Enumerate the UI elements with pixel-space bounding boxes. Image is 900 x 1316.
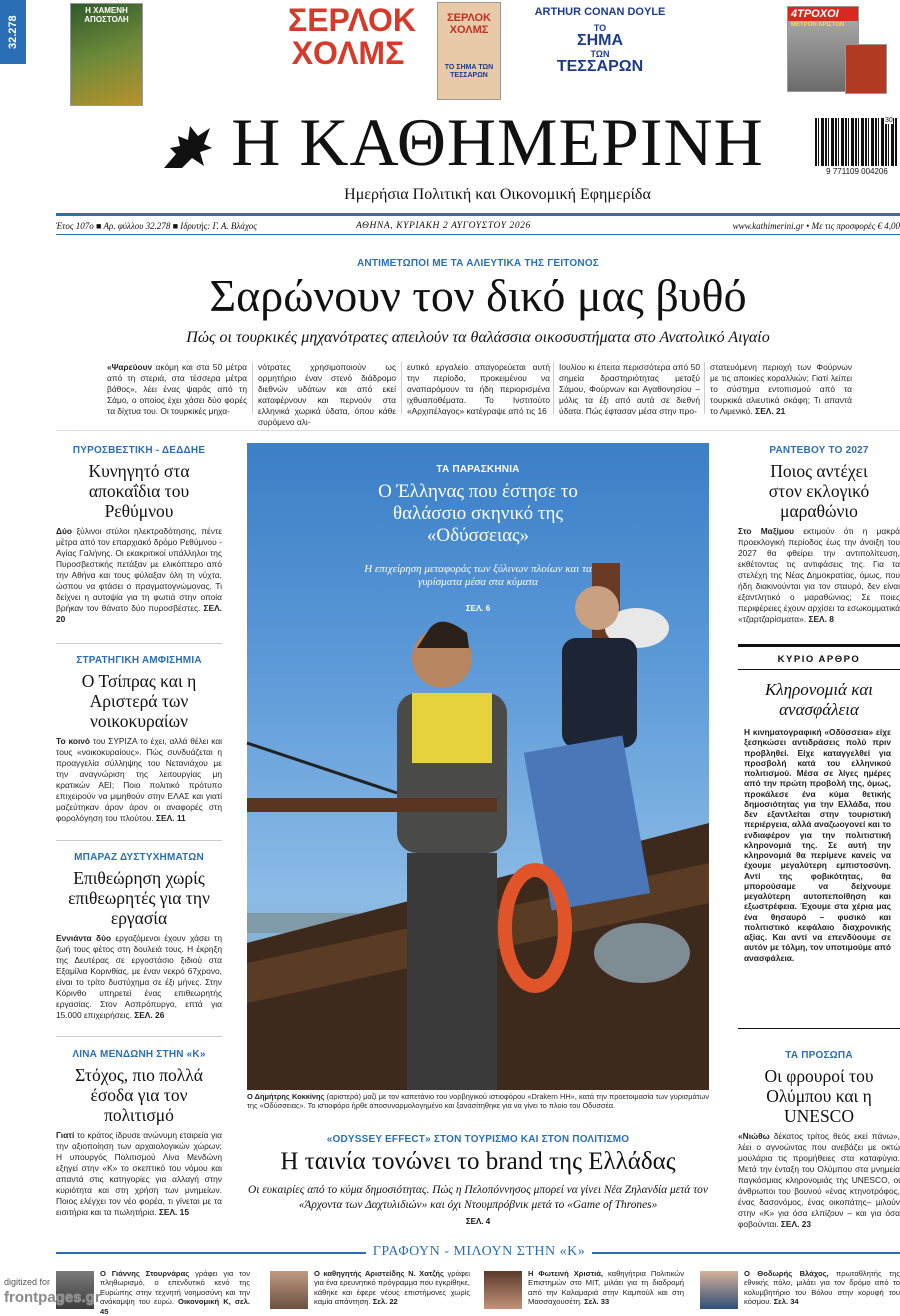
lead-col-2-text: νότρατες χρησιμοποιούν ως ορμητήριο έναν στενό διάδρομο διεθνών υδάτων και από εκεί καταφέρνουν και περνούν στα ελληνικά χωρικά ύδατα, όπου κάθε συρόμενο αλι- bbox=[258, 362, 396, 427]
left-story-2-headline[interactable]: Ο Τσίπρας και η Αριστερά των νοικοκυραίων bbox=[81, 671, 197, 732]
left-story-4-kicker: ΛΙΝΑ ΜΕΝΔΩΝΗ ΣΤΗΝ «Κ» bbox=[72, 1049, 206, 1060]
barcode bbox=[815, 118, 897, 166]
left-story-2-text: του ΣΥΡΙΖΑ το έχει, αλλά θέλει και τους «νοικοκυραίους». Πώς συνδυάζεται η προαγγελία σύλληψης του Νετανιάχου με την αναγνώριση της λειτουργίας μη κρατικών ΑΕΙ; Ποιο πολιτικό πρότυπο επιχειρούν να μιμηθούν στην ΕΛΑΣ και γιατί μαζεύτηκαν άρον άρον οι αναφορές στη φορολόγηση του πλούτου. bbox=[56, 736, 223, 823]
left-story-3-lead: Εννιάντα δύο bbox=[56, 933, 112, 944]
promo-book-lost-mission[interactable] bbox=[70, 3, 143, 106]
lead-col-5 bbox=[710, 362, 852, 417]
left-story-1-headline[interactable]: Κυνηγητό στα αποκαΐδια του Ρεθύμνου bbox=[88, 461, 190, 522]
promo-book2-line2: ΧΟΛΜΣ bbox=[449, 24, 489, 36]
center-subhead: Οι ευκαιρίες από το κύμα δημοσιότητας. Πώς η Πελοπόννησος μπορεί να γίνει Νέα Ζηλανδία μετά τον «Άρχοντα των Δαχτυλιδιών» και όχι Ντουμπρόβνικ μετά το «Game of Thrones» bbox=[248, 1184, 708, 1211]
promo-sherlock-line1: ΣΕΡΛΟΚ bbox=[288, 2, 416, 38]
promo-magazine-title: 4ΤΡΟΧΟΙ bbox=[788, 7, 858, 21]
center-ref[interactable]: ΣΕΛ. 4 bbox=[465, 1217, 491, 1226]
footer-item-4[interactable] bbox=[700, 1269, 900, 1309]
editorial-label: ΚΥΡΙΟ ΑΡΘΡΟ bbox=[738, 647, 900, 670]
right-story-1-headline[interactable]: Ποιος αντέχει στον εκλογικό μαραθώνιο bbox=[768, 461, 870, 522]
right-story-1[interactable] bbox=[738, 445, 900, 625]
center-kicker: «ODYSSEY EFFECT» ΣΤΟΝ ΤΟΥΡΙΣΜΟ ΚΑΙ ΣΤΟΝ ΠΟΛΙΤΙΣΜΟ bbox=[326, 1134, 630, 1145]
left-story-2-lead: Το κοινό bbox=[56, 736, 91, 747]
editorial-headline[interactable]: Κληρονομιά και ανασφάλεια bbox=[764, 680, 874, 719]
footer-item-3[interactable] bbox=[484, 1269, 684, 1309]
promo-author: ARTHUR CONAN DOYLE bbox=[534, 6, 666, 18]
left-story-2-kicker: ΣΤΡΑΤΗΓΙΚΗ ΑΜΦΙΣΗΜΙΑ bbox=[76, 655, 202, 666]
lead-col-1-text: ακόμη και στα 50 μέτρα από τη στεριά, στα τέσσερα μέτρα βάθος», λέει ένας ψαράς από τη Σάμο, ο οποίος έχει χάσει δύο φορές τα δίχτυα του. Οι τουρκικές μηχα- bbox=[107, 362, 247, 416]
left-story-2-body bbox=[56, 736, 222, 823]
left-story-4[interactable] bbox=[56, 1049, 222, 1218]
lead-col-5-ref[interactable]: ΣΕΛ. 21 bbox=[755, 405, 786, 416]
feature-photo[interactable] bbox=[247, 443, 709, 1090]
left-story-2-ref[interactable]: ΣΕΛ. 11 bbox=[155, 812, 186, 823]
left-story-4-body bbox=[56, 1130, 222, 1217]
footer-item-3-ref[interactable]: Σελ. 33 bbox=[584, 1297, 610, 1307]
feature-caption bbox=[247, 1092, 709, 1111]
avatar-2 bbox=[270, 1271, 308, 1309]
promo-sherlock-line2: ΧΟΛΜΣ bbox=[291, 35, 405, 71]
left-story-3-ref[interactable]: ΣΕΛ. 26 bbox=[134, 1009, 165, 1020]
footer-item-2-body: γράφει για ένα ερευνητικό πρόγραμμα που εγκρίθηκε, κάθηκε και έφερε νέους επιστήμονες χωρίς καμία απάντηση. bbox=[314, 1269, 470, 1307]
left-story-3-headline[interactable]: Επιθεώρηση χωρίς επιθεωρητές για την εργασία bbox=[68, 868, 210, 929]
lead-col-2 bbox=[258, 362, 396, 428]
watermark[interactable]: frontpages.gr bbox=[4, 1289, 101, 1306]
watermark-small: digitized for bbox=[4, 1277, 51, 1287]
footer-item-4-ref[interactable]: Σελ. 34 bbox=[773, 1297, 799, 1307]
left-story-1-lead: Δύο bbox=[56, 526, 73, 537]
footer-item-3-name: Η Φωτεινή Χριστιά, bbox=[528, 1269, 604, 1278]
edition-info: Έτος 107ο ■ Αρ. φύλλου 32.278 ■ Ιδρυτής: Γ. Α. Βλάχος bbox=[56, 221, 257, 231]
footer-item-2-ref[interactable]: Σελ. 22 bbox=[372, 1297, 398, 1307]
promo-sign-line3: ΤΩΝ bbox=[590, 49, 610, 59]
feature-ref[interactable]: ΣΕΛ. 6 bbox=[465, 604, 491, 613]
promo-book-lost-mission-title: Η ΧΑΜΕΝΗ ΑΠΟΣΤΟΛΗ bbox=[84, 6, 129, 24]
right-story-2-text: δέκατος τρίτος θεός εκεί πάνω», λέει ο αγνοώντας που ανεβάζει με οκτώ μουλάρια τις προμήθειες στα καταφύγια. Μετά την ένταξη του Ολύμπου στα μνημεία παγκόσμιας κληρονομιάς της UNESCO, οι άνθρωποι του βουνού «ένας κτηνοτρόφος, ένας δασονόμος, ένας οικοπάτης– μιλούν στην «Κ» για όσα ελπίζουν – και για όσα φοβούνται. bbox=[738, 1131, 900, 1229]
date-bar bbox=[56, 213, 900, 235]
left-story-1-body bbox=[56, 526, 222, 624]
right-story-2-lead: «Νιώθω bbox=[738, 1131, 770, 1142]
lead-divider-1 bbox=[252, 362, 253, 414]
avatar-4 bbox=[700, 1271, 738, 1309]
promo-sherlock-logo[interactable] bbox=[288, 2, 416, 71]
promo-book2-line1: ΣΕΡΛΟΚ bbox=[447, 12, 491, 24]
barcode-number: 9 771109 004206 bbox=[826, 167, 888, 176]
left-story-4-text: το κράτος ίδρυσε ανώνυμη εταιρεία για την αξιοποίηση των αρχαιολογικών χώρων; Η υπουργός Πολιτισμού Λίνα Μενδώνη εξηγεί στην «Κ» το σκεπτικό του νόμου και απαντά στις κατηγορίες για αλλαγή στην κυριότητα και στη χρήση των μνημείων. Ποιος ελέγχει τον νέο φορέα, τι γίνεται με τα εισιτήρια και τα πωλητήρια. bbox=[56, 1130, 223, 1217]
promo-book-sign-of-four[interactable] bbox=[437, 2, 501, 100]
issue-number-tab: 32.278 bbox=[0, 0, 26, 64]
promo-sign-of-four-title[interactable] bbox=[520, 6, 680, 75]
footer-item-4-body: πρωταθλητής της εθνικής πόλο, μιλάει για τον δρόμο από το κολυμβητήριο του Βόλου στην κορυφή του κόσμου. bbox=[744, 1269, 900, 1307]
right-story-2-body bbox=[738, 1131, 900, 1229]
griffin-logo bbox=[160, 118, 216, 174]
footer-rule-left bbox=[56, 1252, 366, 1254]
feature-caption-text: (αριστερά) μαζί με τον καπετάνιο του νορβηγικού ιστιοφόρου «Drakern HH», κατά την προετοιμασία των γυρισμάτων της «Οδύσσειας». Το ιστιοφόρο ήρθε αποσυναρμολογημένο και ξανασίτηθηκε για να γίνει το πλοίο του Οδυσσέα. bbox=[247, 1092, 710, 1111]
left-story-3-kicker: ΜΠΑΡΑΖ ΔΥΣΤΥΧΗΜΑΤΩΝ bbox=[74, 852, 204, 863]
promo-sign-line4: ΤΕΣΣΑΡΩΝ bbox=[556, 58, 644, 75]
promo-sign-line1: ΤΟ bbox=[593, 23, 607, 33]
footer-rule-right bbox=[592, 1252, 900, 1254]
footer-banner: ΓΡΑΦΟΥΝ - ΜΙΛΟΥΝ ΣΤΗΝ «Κ» bbox=[372, 1244, 586, 1259]
feature-caption-name: Ο Δημήτρης Κοκκίνης bbox=[247, 1092, 325, 1101]
feature-headline[interactable]: Ο Έλληνας που έστησε το θαλάσσιο σκηνικό της «Οδύσσειας» bbox=[378, 481, 578, 546]
lead-divider-4 bbox=[704, 362, 705, 414]
lead-divider-2 bbox=[401, 362, 402, 414]
lead-col-5-text: στατευόμενη περιοχή των Φούρνων με τις αποικίες κοραλλιών; Γιατί λείπει το σύστημα εντοπισμού από τα τουρκικά αλιευτικά σκάφη; Τι απαντά το Λιμενικό. bbox=[710, 362, 852, 416]
feature-kicker: ΤΑ ΠΑΡΑΣΚΗΝΙΑ bbox=[436, 464, 520, 475]
website-price[interactable]: www.kathimerini.gr • Με τις προσφορές € 4,00 bbox=[732, 221, 900, 231]
publication-date: ΑΘΗΝΑ, ΚΥΡΙΑΚΗ 2 ΑΥΓΟΥΣΤΟΥ 2026 bbox=[356, 221, 531, 231]
right-story-2-headline[interactable]: Οι φρουροί του Ολύμπου και η UNESCO bbox=[764, 1066, 874, 1127]
lead-col-4-text: Ιουλίου κι έπειτα περισσότερα από 50 σημεία δραστηριότητας μεταξύ Σάμου, Φούρνων και Αγαθονησίου – μόλις τα έξι από αυτά σε διεθνή ύδατα. Πώς έφτασαν μέσα στην προ- bbox=[559, 362, 700, 416]
lead-divider-3 bbox=[553, 362, 554, 414]
promo-magazine-2[interactable] bbox=[845, 44, 887, 94]
footer-item-1-name: Ο Γιάννης Στουρνάρας bbox=[100, 1269, 190, 1278]
left-rule-1 bbox=[56, 643, 222, 644]
right-story-1-text: εκτιμούν ότι η μακρά προεκλογική περίοδος έως την άνοιξη του 2027 θα φθείρει την αντιπολίτευση, εκθέτοντας τις αντιφάσεις της. Για τα στελέχη της Νέας Δημοκρατίας, όμως, που ήδη διακινούνται για τον σταυρό, δεν είναι εξαντλητικό ο μαραθώνιος; Σε ποιες περιφέρειες έχουν αρχίσει τα εσωκομματικά «τζαρτζαρίσματα». bbox=[738, 526, 900, 624]
left-story-1-kicker: ΠΥΡΟΣΒΕΣΤΙΚΗ - ΔΕΔΔΗΕ bbox=[72, 445, 206, 456]
right-story-2[interactable] bbox=[738, 1050, 900, 1230]
right-story-1-ref[interactable]: ΣΕΛ. 8 bbox=[808, 613, 834, 624]
right-story-1-lead: Στο Μαξίμου bbox=[738, 526, 795, 537]
left-story-3-body bbox=[56, 933, 222, 1020]
lead-headline[interactable]: Σαρώνουν τον δικό μας βυθό bbox=[209, 270, 747, 321]
left-story-1-text: ξύλινοι στύλοι ηλεκτροδότησης, πέντε μέτρα από τον επαρχιακό δρόμο Ρεθύμνου - Αγίας Γαλήνης. Οι εκακριτικοί υπάλληλοι της Πυροσβεστικής πετάξαν με ελικόπτερο από την Αθήνα και τους φύλαξαν όλη τη νύχτα, ώσπου να φτάσει ο πραγματογνώμονας. Τι δείχνει η αυτοψία για τη φωτιά στην οποία βρήκαν τον θάνατο δύο πυροσβέστες. bbox=[56, 526, 223, 613]
left-rule-3 bbox=[56, 1036, 222, 1037]
footer-item-1-ref[interactable]: Οικονομική Κ, σελ. 45 bbox=[100, 1297, 250, 1316]
barcode-issue: 30 bbox=[885, 117, 893, 124]
promo-book2-line3: ΤΟ ΣΗΜΑ ΤΩΝ ΤΕΣΣΑΡΩΝ bbox=[444, 64, 494, 79]
lead-col-3-text: ευτικό εργαλείο απαγορεύεται αυτή την περίοδο, προκειμένου να αναπαρόμουν τα ήδη περιορισμένα ιχθυαποθέματα. Το Ινστιτούτο «Αρχιπέλαγος» κατέγραψε από τις 16 bbox=[407, 362, 550, 416]
editorial-box[interactable] bbox=[738, 644, 900, 1029]
editorial-body: Η κινηματογραφική «Οδύσσεια» είχε ξεσηκώσει αντιδράσεις πολύ πριν προβληθεί. Είχε καταγγελθεί για προσβολή κατά του ελληνικού πολιτισμού. Μέσα σε λίγες ημέρες από την πρώτη προβολή της, όμως, προκάλεσε ένα κύμα θετικής δημοσιότητας για την Ελλάδα, που δεν εξαντλείται στην τουριστική περιέργεια, αλλά αναζωογονεί και το ενδιαφέρον για την πολιτιστική κληρονομιά της. Σε αυτή την κληρονομιά θα περίμενε κανείς να έχουμε μεγαλύτερη εμπιστοσύνη. Αντί της φοβικότητας, θα μπορούσαμε να δείχνουμε μεγαλύτερη αυτοπεποίθηση και εξωστρέφεια. Έχουμε στα χέρια μας ένα θησαυρό – φυσικό και πολιτιστικό κεφάλαιο διαχρονικής αξίας. Και αντί να επενδύουμε σε αυτόν με τόλμη, τον υποτιμούμε από ανασφάλεια. bbox=[744, 727, 891, 963]
feature-subhead: Η επιχείρηση μεταφοράς των ξύλινων πλοίων και τα γυρίσματα μέσα στα κύματα bbox=[364, 563, 592, 588]
lead-col-3 bbox=[407, 362, 550, 417]
footer-item-2[interactable] bbox=[270, 1269, 470, 1309]
lead-col-1-lead: «Ψαρεύουν bbox=[107, 362, 153, 372]
masthead-subtitle: Ημερήσια Πολιτική και Οικονομική Εφημερίδα bbox=[344, 186, 651, 203]
lead-col-4 bbox=[559, 362, 700, 417]
lead-col-1 bbox=[107, 362, 247, 417]
promo-sign-line2: ΣΗΜΑ bbox=[576, 32, 624, 49]
left-story-3[interactable] bbox=[56, 852, 222, 1021]
right-story-2-ref[interactable]: ΣΕΛ. 23 bbox=[780, 1218, 812, 1229]
footer-item-4-text bbox=[744, 1269, 900, 1307]
center-headline[interactable]: Η ταινία τονώνει το brand της Ελλάδας bbox=[280, 1148, 676, 1175]
avatar-3 bbox=[484, 1271, 522, 1309]
footer-item-3-text bbox=[528, 1269, 684, 1307]
left-story-1-ref[interactable]: ΣΕΛ. 20 bbox=[56, 602, 223, 624]
masthead-title[interactable]: Η ΚΑΘΗΜΕΡΙΝΗ bbox=[231, 104, 764, 180]
right-story-2-kicker: ΤΑ ΠΡΟΣΩΠΑ bbox=[785, 1050, 853, 1061]
footer-item-3-body: καθηγήτρια Πολιτικών Επιστημών στο ΜΙΤ, μιλάει για τη διαδρομή από την Καλαμαριά στην Καμπούλ και στη Μασσαχουσέτη. bbox=[528, 1269, 684, 1307]
lead-subhead: Πώς οι τουρκικές μηχανότρατες απειλούν τα θαλάσσια οικοσυστήματα στο Ανατολικό Αιγαίο bbox=[186, 329, 770, 346]
footer-item-2-text bbox=[314, 1269, 470, 1307]
footer-item-1-text bbox=[100, 1269, 250, 1316]
right-story-1-body bbox=[738, 526, 900, 624]
footer-item-4-name: Ο Θοδωρής Βλάχος, bbox=[744, 1269, 829, 1278]
left-story-4-lead: Γιατί bbox=[56, 1130, 75, 1141]
promo-magazine-sub: ΜΕΤΡΟΝ ΑΡΙΣΤΟΝ bbox=[791, 22, 845, 28]
footer-item-2-name: Ο καθηγητής Αριστείδης Ν. Χατζής bbox=[314, 1269, 444, 1278]
lead-kicker: ΑΝΤΙΜΕΤΩΠΟΙ ΜΕ ΤΑ ΑΛΙΕΥΤΙΚΑ ΤΗΣ ΓΕΙΤΟΝΟΣ bbox=[357, 258, 599, 269]
left-story-2[interactable] bbox=[56, 655, 222, 824]
right-story-1-kicker: ΡΑΝΤΕΒΟΥ ΤΟ 2027 bbox=[769, 445, 869, 456]
footer-item-1-body: γράφει για τον πληθωρισμό, ο επενδυτικό κενό της Ευρώπης στην τεχνητή νοημοσύνη και την ανάκαμψη του ευρώ. bbox=[100, 1269, 250, 1307]
left-rule-2 bbox=[56, 840, 222, 841]
left-story-3-text: εργαζόμενοι έχουν χάσει τη ζωή τους φέτος στη δουλειά τους. Η έκρηξη της Δευτέρας σε εργοστάσιο ξιδιού στα Εξαμίλια Κορινθίας, με έναν νεκρό 67χρονο, είναι το τρίτο δυστύχημα σε έξι μήνες. Στην Κόρινθο υπηρετεί ένας επιθεωρητής εργασίας. Στον Ασπρόπυργο, επτά για 15.000 επιχειρήσεις. bbox=[56, 933, 223, 1020]
lead-bottom-rule bbox=[56, 430, 900, 431]
left-story-1[interactable] bbox=[56, 445, 222, 625]
left-story-4-headline[interactable]: Στόχος, πιο πολλά έσοδα για τον πολιτισμό bbox=[75, 1065, 203, 1126]
left-story-4-ref[interactable]: ΣΕΛ. 15 bbox=[158, 1206, 189, 1217]
